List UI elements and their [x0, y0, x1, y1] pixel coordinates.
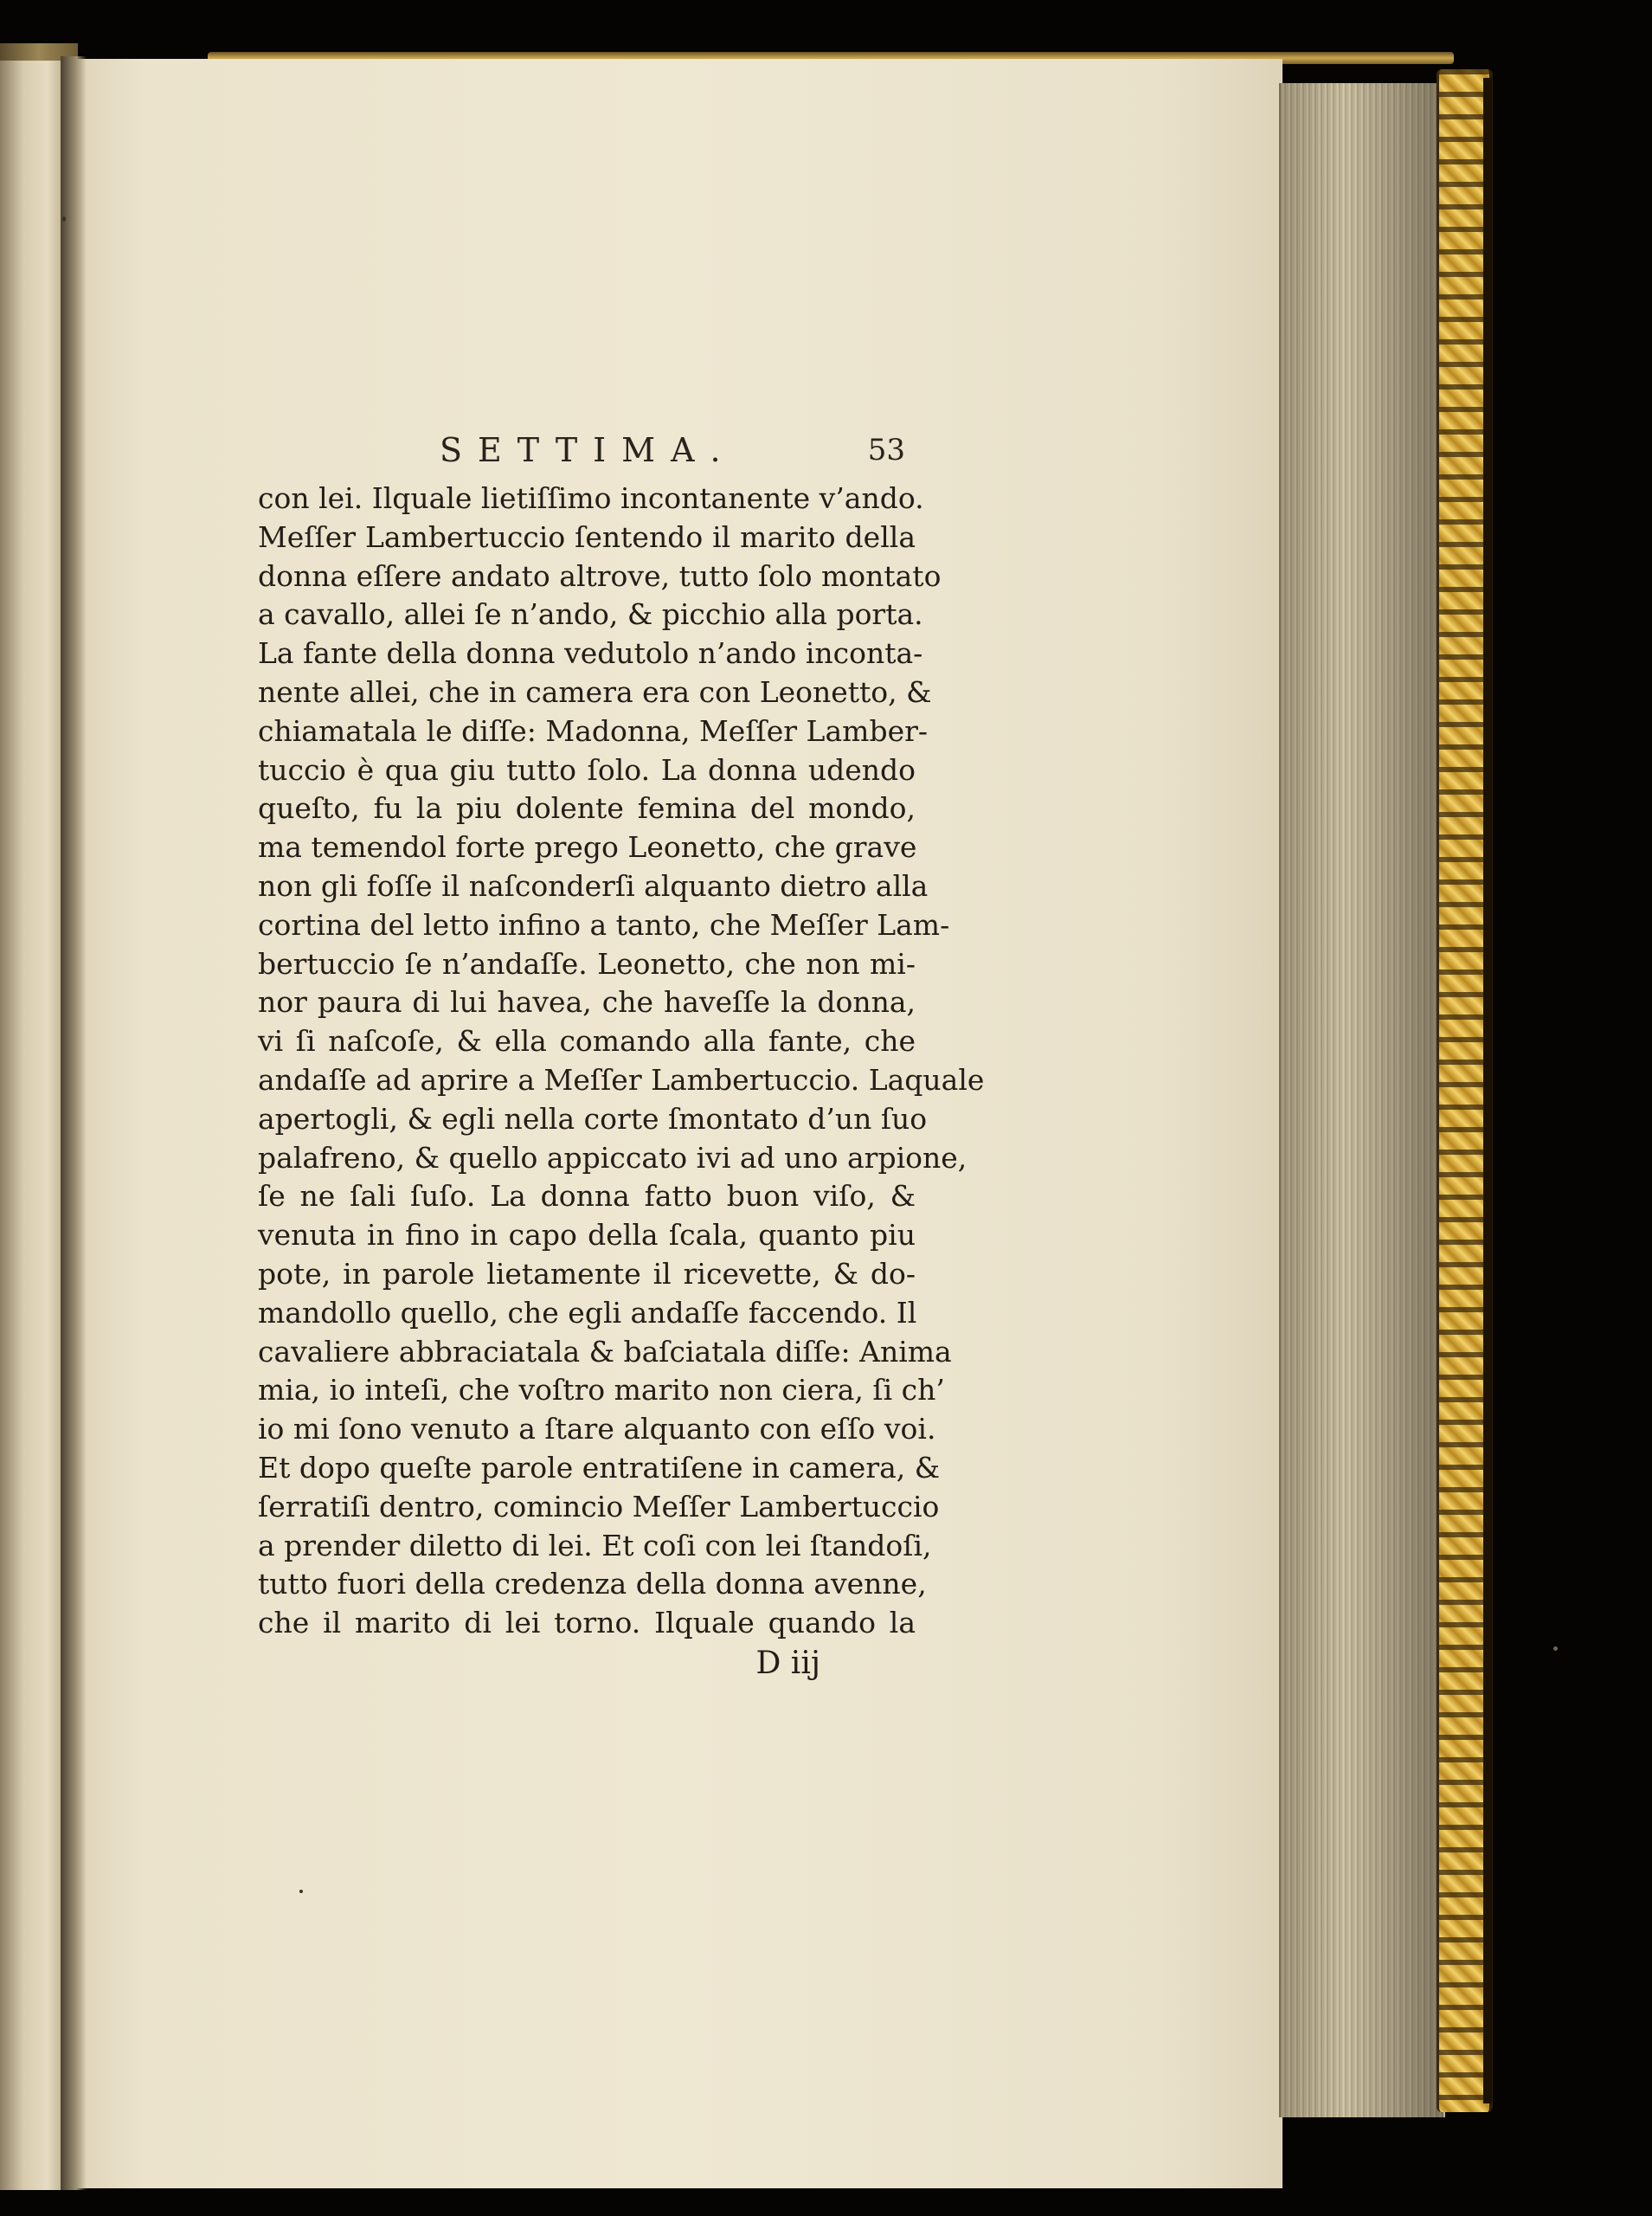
- margin-speck: [1553, 1646, 1558, 1651]
- text-line: con lei. Ilquale lietiſſimo incontanente v’ando.: [258, 481, 924, 515]
- body-text: [258, 480, 985, 1643]
- margin-speck: [299, 1890, 303, 1893]
- text-line: andaſſe ad aprire a Meſſer Lambertuccio. Laquale: [258, 1062, 985, 1097]
- running-head-title: SETTIMA.: [440, 431, 736, 469]
- text-line: ma temendol forte prego Leonetto, che grave: [258, 830, 917, 865]
- verso-page-edge: [0, 61, 67, 2190]
- text-line: La fante della donna vedutolo n’ando inconta-: [258, 636, 923, 671]
- text-line: tutto fuori della credenza della donna avenne,: [258, 1567, 927, 1601]
- text-line: Meſſer Lambertuccio ſentendo il marito della: [258, 519, 916, 554]
- gutter-shadow: [61, 56, 87, 2190]
- margin-speck: [62, 216, 66, 222]
- text-line: queſto, fu la piu dolente femina del mondo,: [258, 791, 916, 826]
- text-line: a prender diletto di lei. Et coſi con lei ſtandoſi,: [258, 1528, 932, 1562]
- text-line: vi ſi naſcoſe, & ella comando alla fante, che: [258, 1024, 916, 1059]
- text-line: ſerratiſi dentro, comincio Meſſer Lambertuccio: [258, 1489, 940, 1524]
- text-line: che il marito di lei torno. Ilquale quando la: [258, 1606, 916, 1640]
- text-line: apertogli, & egli nella corte ſmontato d’un ſuo: [258, 1101, 928, 1136]
- text-line: nente allei, che in camera era con Leonetto, &: [258, 674, 932, 709]
- cover-outer-edge: [1483, 78, 1492, 2103]
- text-line: io mi ſono venuto a ſtare alquanto con eſſo voi.: [258, 1412, 936, 1446]
- text-block: [258, 428, 985, 1685]
- running-head: [258, 428, 916, 480]
- fore-edge-shading: [1279, 83, 1443, 2117]
- text-line: palafreno, & quello appiccato ivi ad uno arpione,: [258, 1140, 967, 1175]
- signature-mark: D iij: [755, 1645, 820, 1681]
- text-line: mandollo quello, che egli andaſſe faccendo. Il: [258, 1295, 917, 1330]
- text-line: cortina del letto infino a tanto, che Meſſer Lam-: [258, 907, 950, 942]
- text-line: donna eſſere andato altrove, tutto ſolo montato: [258, 558, 942, 593]
- text-line: cavaliere abbraciatala & baſciatala diſſe: Anima: [258, 1334, 952, 1369]
- text-line: non gli foſſe il naſconderſi alquanto dietro alla: [258, 868, 929, 903]
- text-line: venuta in fino in capo della ſcala, quanto piu: [258, 1218, 916, 1253]
- page-number: 53: [867, 433, 905, 467]
- text-line: a cavallo, allei ſe n’ando, & picchio alla porta.: [258, 597, 923, 632]
- text-line: mia, io inteſi, che voſtro marito non ciera, ſi ch’: [258, 1373, 945, 1408]
- text-line: Et dopo queſte parole entratiſene in camera, &: [258, 1450, 941, 1485]
- text-line: chiamatala le diſſe: Madonna, Meſſer Lamber-: [258, 713, 929, 748]
- text-line: nor paura di lui havea, che haveſſe la donna,: [258, 985, 916, 1020]
- text-line: bertuccio ſe n’andaſſe. Leonetto, che non mi-: [258, 946, 916, 981]
- text-line: ſe ne ſali ſuſo. La donna fatto buon viſo, &: [258, 1179, 916, 1214]
- text-line: pote, in parole lietamente il ricevette, & do-: [258, 1256, 916, 1291]
- text-line: tuccio è qua giu tutto ſolo. La donna udendo: [258, 752, 916, 787]
